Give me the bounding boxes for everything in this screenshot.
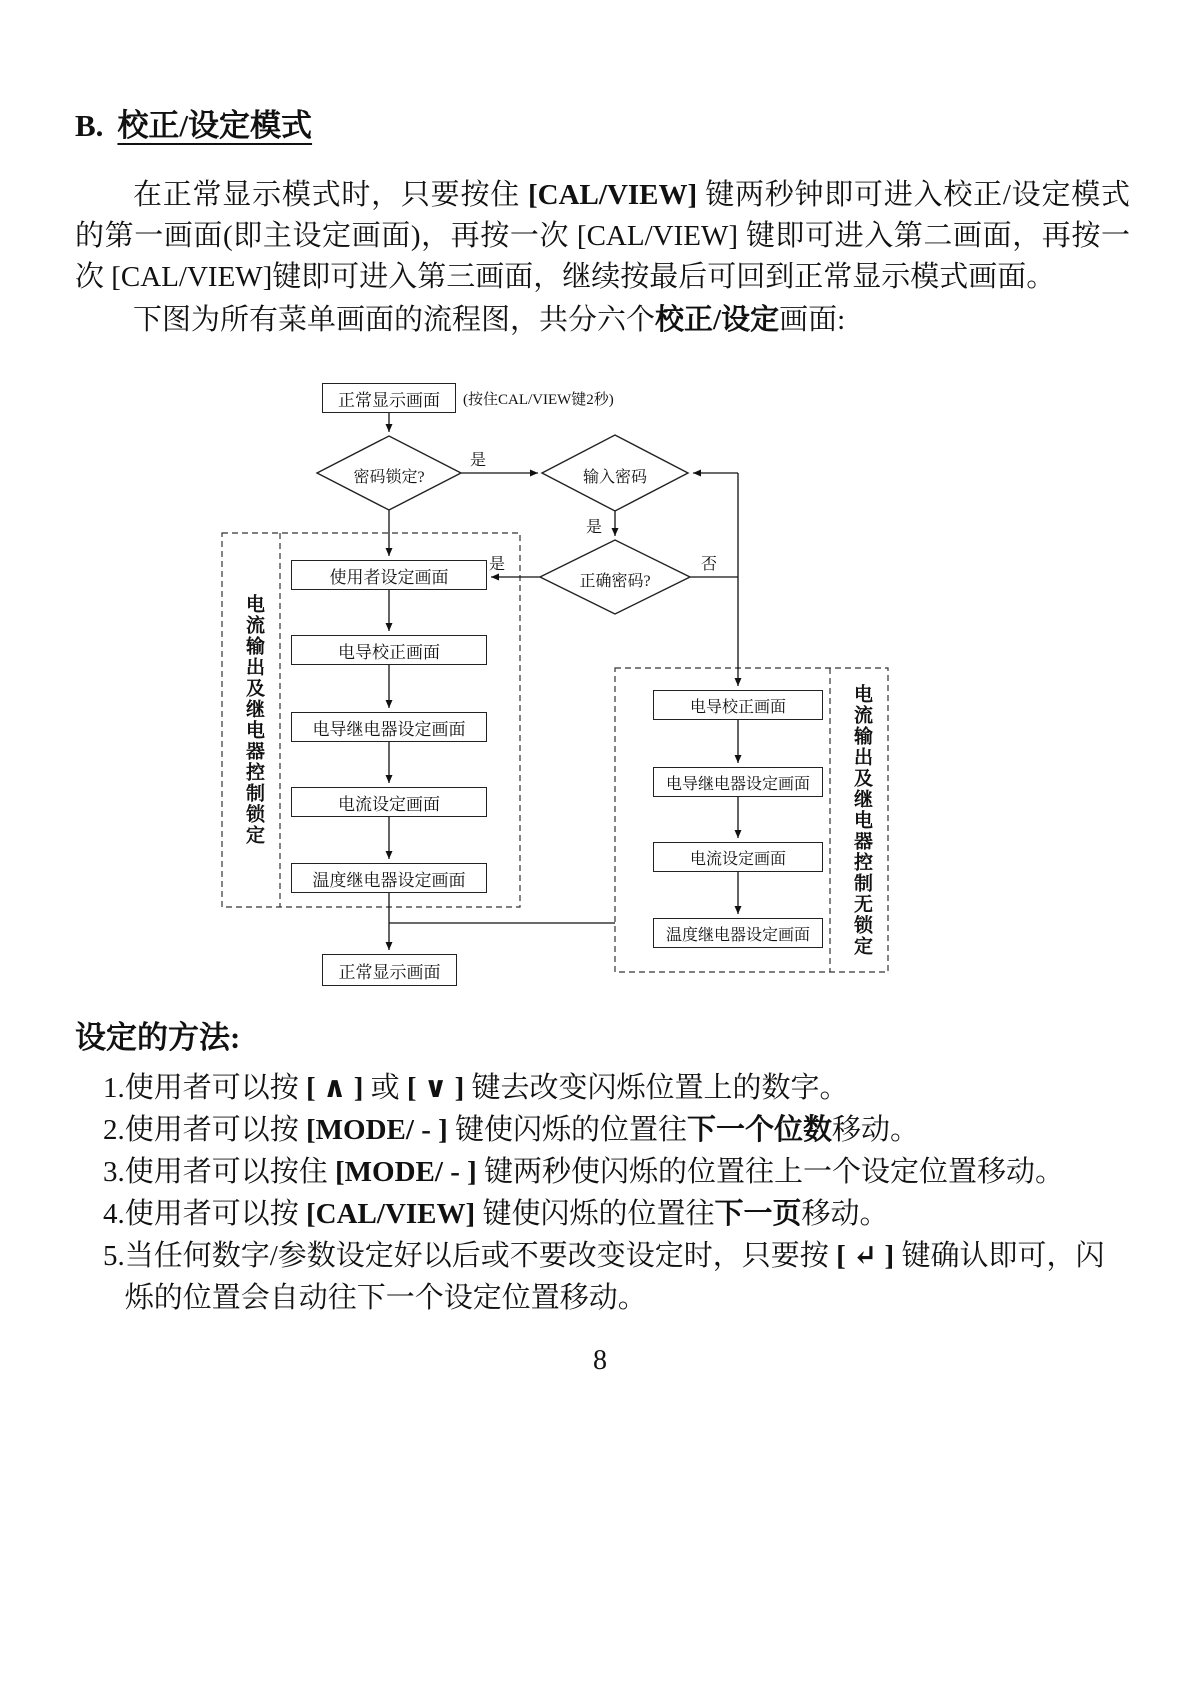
- method-item-number: 2.: [103, 1114, 125, 1146]
- section-title: [75, 100, 1130, 145]
- edge-label-no-1: 否: [701, 556, 718, 573]
- section-title-text: 校正/设定模式: [117, 108, 313, 143]
- method-item-4: [103, 1193, 1130, 1235]
- method-item-1: [103, 1067, 1130, 1109]
- box-cond-relay-screen-right: 电导继电器设定画面: [653, 767, 823, 797]
- box-normal-display-bottom: 正常显示画面: [322, 954, 457, 986]
- method-item-3: [103, 1151, 1130, 1193]
- flowchart: [0, 375, 1200, 990]
- method-item-text: 使用者可以按 [ ∧ ] 或 [ ∨ ] 键去改变闪烁位置上的数字。: [124, 1072, 849, 1104]
- document-page: [0, 0, 1200, 341]
- method-item-text: 当任何数字/参数设定好以后或不要改变设定时，只要按 [ ↵ ] 键确认即可，闪烁的位置会自动往下一个设定位置移动。: [124, 1240, 1105, 1314]
- page-number: 8: [593, 1345, 607, 1376]
- box-cond-cal-screen-left: 电导校正画面: [291, 635, 487, 665]
- box-temp-relay-screen-left: 温度继电器设定画面: [291, 863, 487, 893]
- edge-label-yes-3: 是: [489, 556, 506, 573]
- method-item-number: 1.: [103, 1072, 125, 1104]
- method-item-2: [103, 1109, 1130, 1151]
- note-hold-calview: (按住CAL/VIEW键2秒): [463, 392, 614, 408]
- edge-label-yes-2: 是: [586, 519, 603, 536]
- diamond-label-enter-password: 输入密码: [582, 469, 647, 486]
- method-item-number: 4.: [103, 1198, 125, 1230]
- label-locked-region: 电流输出及继电器控制锁定: [243, 594, 264, 846]
- method-list: [103, 1067, 1130, 1319]
- method-item-number: 3.: [103, 1156, 125, 1188]
- section-letter: B.: [75, 108, 104, 143]
- box-cond-cal-screen-right: 电导校正画面: [653, 690, 823, 720]
- method-item-text: 使用者可以按住 [MODE/ - ] 键两秒使闪烁的位置往上一个设定位置移动。: [124, 1156, 1065, 1188]
- box-current-setting-screen-right: 电流设定画面: [653, 842, 823, 872]
- method-item-5: [103, 1235, 1130, 1319]
- edge-label-yes-1: 是: [470, 452, 487, 469]
- diamond-label-password-locked: 密码锁定?: [353, 469, 425, 486]
- box-current-setting-screen-left: 电流设定画面: [291, 787, 487, 817]
- method-item-text: 使用者可以按 [CAL/VIEW] 键使闪烁的位置往下一页移动。: [124, 1198, 889, 1230]
- diamond-label-correct-password: 正确密码?: [579, 573, 651, 590]
- box-user-setting-screen: 使用者设定画面: [291, 560, 487, 590]
- box-temp-relay-screen-right: 温度继电器设定画面: [653, 918, 823, 948]
- intro-paragraph-2: 下图为所有菜单画面的流程图，共分六个校正/设定画面:: [133, 304, 846, 336]
- method-item-number: 5.: [103, 1240, 125, 1272]
- box-normal-display-top: 正常显示画面: [322, 383, 456, 413]
- box-cond-relay-screen-left: 电导继电器设定画面: [291, 712, 487, 742]
- intro-paragraph: 在正常显示模式时，只要按住 [CAL/VIEW] 键两秒钟即可进入校正/设定模式的第一画面(即主设定画面)，再按一次 [CAL/VIEW] 键即可进入第二画面，再按一次 [CAL/VIEW]键即可进入第三画面，继续按最后可回到正常显示模式画面。: [75, 179, 1130, 293]
- method-item-text: 使用者可以按 [MODE/ - ] 键使闪烁的位置往下一个位数移动。: [124, 1114, 920, 1146]
- label-unlocked-region: 电流输出及继电器控制无锁定: [851, 683, 872, 957]
- method-heading: 设定的方法:: [75, 1020, 241, 1055]
